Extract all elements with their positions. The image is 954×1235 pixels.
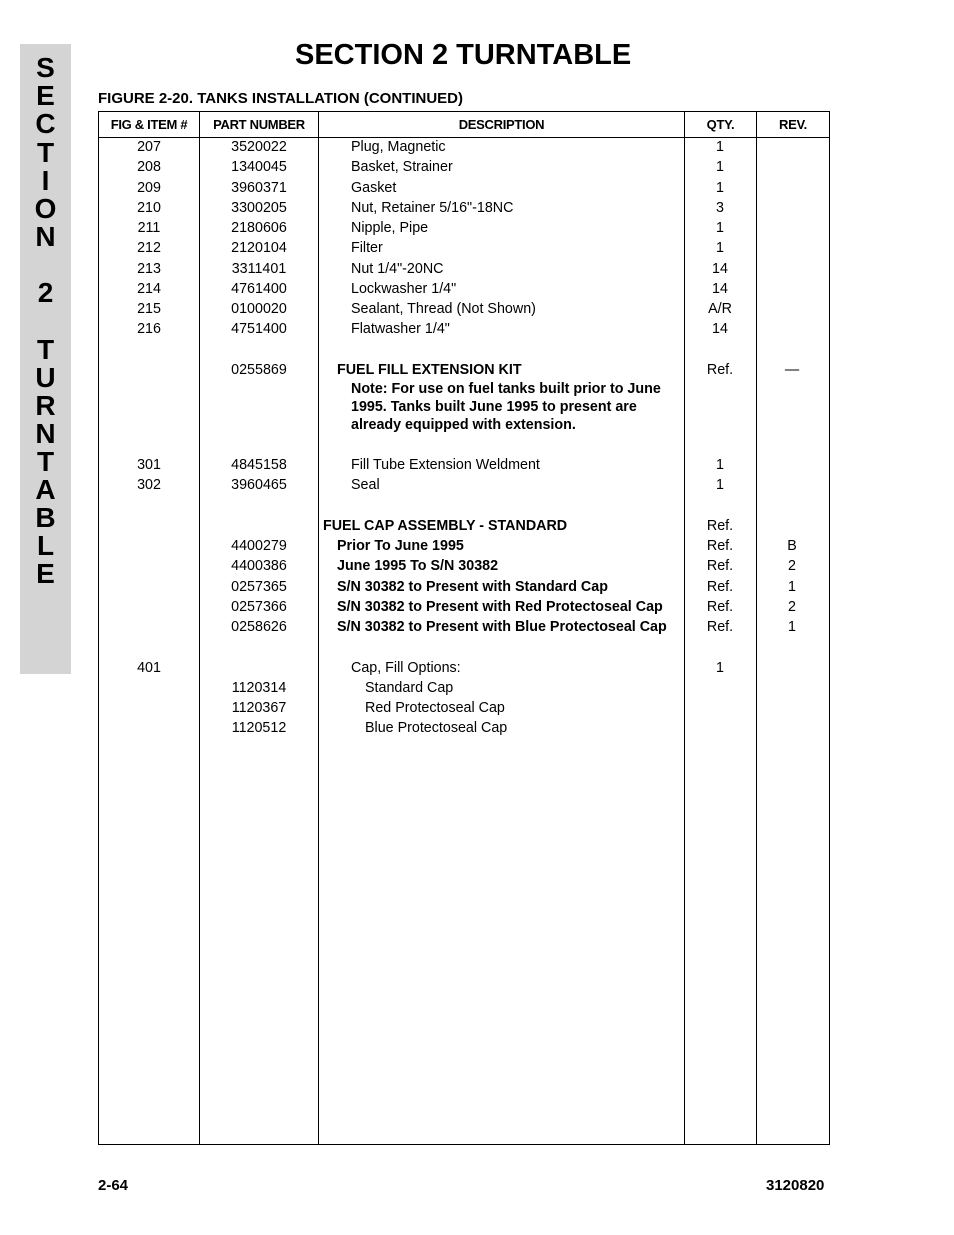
cell-description: Standard Cap xyxy=(365,680,454,696)
cell-part-number: 3960371 xyxy=(231,180,287,196)
side-tab-letter: I xyxy=(41,165,50,196)
page-title: SECTION 2 TURNTABLE xyxy=(295,39,632,71)
cell-description: Lockwasher 1/4" xyxy=(351,281,457,297)
cell-description: Filter xyxy=(351,240,383,256)
side-tab-letter: N xyxy=(35,221,56,252)
cell-description: Gasket xyxy=(351,180,397,196)
cell-description: Prior To June 1995 xyxy=(337,538,464,554)
cell-part-number: 1120367 xyxy=(231,700,287,716)
cell-part-number: 0100020 xyxy=(231,301,287,317)
side-tab-letter: S xyxy=(36,52,55,83)
cell-item: 216 xyxy=(137,321,161,337)
cell-part-number: 1120512 xyxy=(231,720,287,736)
cell-item: 214 xyxy=(137,281,161,297)
page-number: 2-64 xyxy=(98,1177,129,1194)
cell-part-number: 3300205 xyxy=(231,200,287,216)
side-tab-letter: E xyxy=(36,80,55,111)
cell-description: Blue Protectoseal Cap xyxy=(365,720,508,736)
cell-rev: 2 xyxy=(788,599,796,615)
side-tab-letter: N xyxy=(35,418,56,449)
document-number: 3120820 xyxy=(766,1177,825,1194)
side-tab-letter: B xyxy=(35,502,56,533)
cell-description: Cap, Fill Options: xyxy=(351,660,461,676)
cell-rev: B xyxy=(787,538,797,554)
cell-part-number: 4845158 xyxy=(231,457,287,473)
cell-qty: 1 xyxy=(716,660,724,676)
cell-item: 212 xyxy=(137,240,161,256)
cell-description: Nut, Retainer 5/16"-18NC xyxy=(351,200,514,216)
cell-qty: Ref. xyxy=(706,579,734,595)
cell-description: Basket, Strainer xyxy=(351,159,453,175)
side-tab-letter: 2 xyxy=(37,277,54,308)
table-row xyxy=(99,475,829,495)
cell-description: S/N 30382 to Present with Blue Protectoseal Cap xyxy=(337,619,667,635)
cell-item: 213 xyxy=(137,261,161,277)
cell-part-number: 3311401 xyxy=(231,261,287,277)
side-tab-letter: T xyxy=(36,137,55,168)
cell-part-number: 0255869 xyxy=(231,362,287,378)
cell-rev: 2 xyxy=(788,558,796,574)
cell-description: Flatwasher 1/4" xyxy=(351,321,450,337)
table-row xyxy=(99,455,829,475)
side-tab-letter: C xyxy=(35,108,56,139)
cell-qty: 1 xyxy=(716,220,724,236)
cell-item: 215 xyxy=(137,301,161,317)
table-row xyxy=(99,157,829,177)
header-description: DESCRIPTION xyxy=(458,117,545,132)
side-tab-letter: A xyxy=(35,474,56,505)
table-row xyxy=(99,299,829,319)
cell-rev: 1 xyxy=(788,579,796,595)
cell-part-number: 3520022 xyxy=(231,139,287,155)
table-row xyxy=(99,178,829,198)
cell-item: 302 xyxy=(137,477,161,493)
table-row xyxy=(99,597,829,617)
cell-qty: Ref. xyxy=(706,599,734,615)
side-tab-letter: L xyxy=(36,530,55,561)
cell-qty: Ref. xyxy=(706,518,734,534)
side-tab-letter: R xyxy=(35,390,56,421)
cell-description: Nut 1/4"-20NC xyxy=(351,261,444,277)
table-row xyxy=(99,658,829,678)
cell-part-number: 1340045 xyxy=(231,159,287,175)
section-side-tab xyxy=(20,44,71,674)
cell-description: S/N 30382 to Present with Red Protectoseal Cap xyxy=(337,599,663,615)
cell-part-number: 1120314 xyxy=(231,680,287,696)
cell-item: 209 xyxy=(137,180,161,196)
cell-item: 208 xyxy=(137,159,161,175)
cell-description: FUEL FILL EXTENSION KIT xyxy=(337,362,522,378)
cell-qty: 1 xyxy=(716,159,724,175)
table-row xyxy=(99,279,829,299)
table-row xyxy=(99,137,829,157)
table-row xyxy=(99,259,829,279)
side-tab-letter: O xyxy=(34,193,57,224)
header-part-number: PART NUMBER xyxy=(213,117,305,132)
cell-qty: Ref. xyxy=(706,558,734,574)
cell-part-number: 0257365 xyxy=(231,579,287,595)
cell-part-number: 2180606 xyxy=(231,220,287,236)
table-row xyxy=(99,678,829,698)
cell-item: 210 xyxy=(137,200,161,216)
cell-part-number: 0258626 xyxy=(231,619,287,635)
side-tab-letter: E xyxy=(36,558,55,589)
table-row xyxy=(99,516,829,536)
cell-description: already equipped with extension. xyxy=(351,417,576,433)
cell-qty: Ref. xyxy=(706,538,734,554)
cell-qty: 14 xyxy=(712,261,728,277)
cell-part-number: 4400279 xyxy=(231,538,287,554)
cell-description: Nipple, Pipe xyxy=(351,220,429,236)
cell-description: June 1995 To S/N 30382 xyxy=(337,558,499,574)
cell-description: Sealant, Thread (Not Shown) xyxy=(351,301,536,317)
cell-description: 1995. Tanks built June 1995 to present are xyxy=(351,399,637,415)
cell-part-number: 4751400 xyxy=(231,321,287,337)
table-row xyxy=(99,536,829,556)
cell-description: Fill Tube Extension Weldment xyxy=(351,457,540,473)
table-row xyxy=(99,218,829,238)
table-row xyxy=(99,319,829,339)
cell-qty: 3 xyxy=(716,200,724,216)
side-tab-letter: U xyxy=(35,362,56,393)
cell-qty: Ref. xyxy=(706,362,734,378)
cell-description: FUEL CAP ASSEMBLY - STANDARD xyxy=(323,518,568,534)
cell-rev: 1 xyxy=(788,619,796,635)
table-row xyxy=(99,617,829,637)
cell-part-number: 4400386 xyxy=(231,558,287,574)
figure-caption: FIGURE 2-20. TANKS INSTALLATION (CONTINUED) xyxy=(98,90,463,107)
header-item: FIG & ITEM # xyxy=(110,117,188,132)
table-row xyxy=(99,556,829,576)
cell-part-number: 4761400 xyxy=(231,281,287,297)
cell-part-number: 3960465 xyxy=(231,477,287,493)
table-row xyxy=(99,416,829,434)
header-qty: QTY. xyxy=(706,117,735,132)
cell-description: Seal xyxy=(351,477,380,493)
table-row xyxy=(99,718,829,738)
parts-table xyxy=(98,111,830,1145)
cell-rev: — xyxy=(784,362,800,378)
cell-description: Note: For use on fuel tanks built prior to June xyxy=(351,381,661,397)
cell-qty: 1 xyxy=(716,477,724,493)
cell-qty: 1 xyxy=(716,139,724,155)
cell-description: S/N 30382 to Present with Standard Cap xyxy=(337,579,608,595)
cell-item: 401 xyxy=(137,660,161,676)
table-row xyxy=(99,198,829,218)
cell-qty: 1 xyxy=(716,457,724,473)
header-rev: REV. xyxy=(779,117,807,132)
table-row xyxy=(99,398,829,416)
cell-part-number: 0257366 xyxy=(231,599,287,615)
cell-qty: 1 xyxy=(716,180,724,196)
cell-item: 211 xyxy=(137,220,161,236)
cell-item: 207 xyxy=(137,139,161,155)
table-row xyxy=(99,698,829,718)
table-row xyxy=(99,360,829,380)
cell-qty: Ref. xyxy=(706,619,734,635)
table-row xyxy=(99,238,829,258)
side-tab-letter: T xyxy=(36,446,55,477)
cell-item: 301 xyxy=(137,457,161,473)
side-tab-letter: T xyxy=(36,334,55,365)
table-row xyxy=(99,577,829,597)
cell-qty: A/R xyxy=(708,301,732,317)
cell-description: Red Protectoseal Cap xyxy=(365,700,505,716)
cell-qty: 1 xyxy=(716,240,724,256)
cell-qty: 14 xyxy=(712,321,728,337)
table-row xyxy=(99,380,829,398)
cell-part-number: 2120104 xyxy=(231,240,287,256)
cell-qty: 14 xyxy=(712,281,728,297)
cell-description: Plug, Magnetic xyxy=(351,139,446,155)
